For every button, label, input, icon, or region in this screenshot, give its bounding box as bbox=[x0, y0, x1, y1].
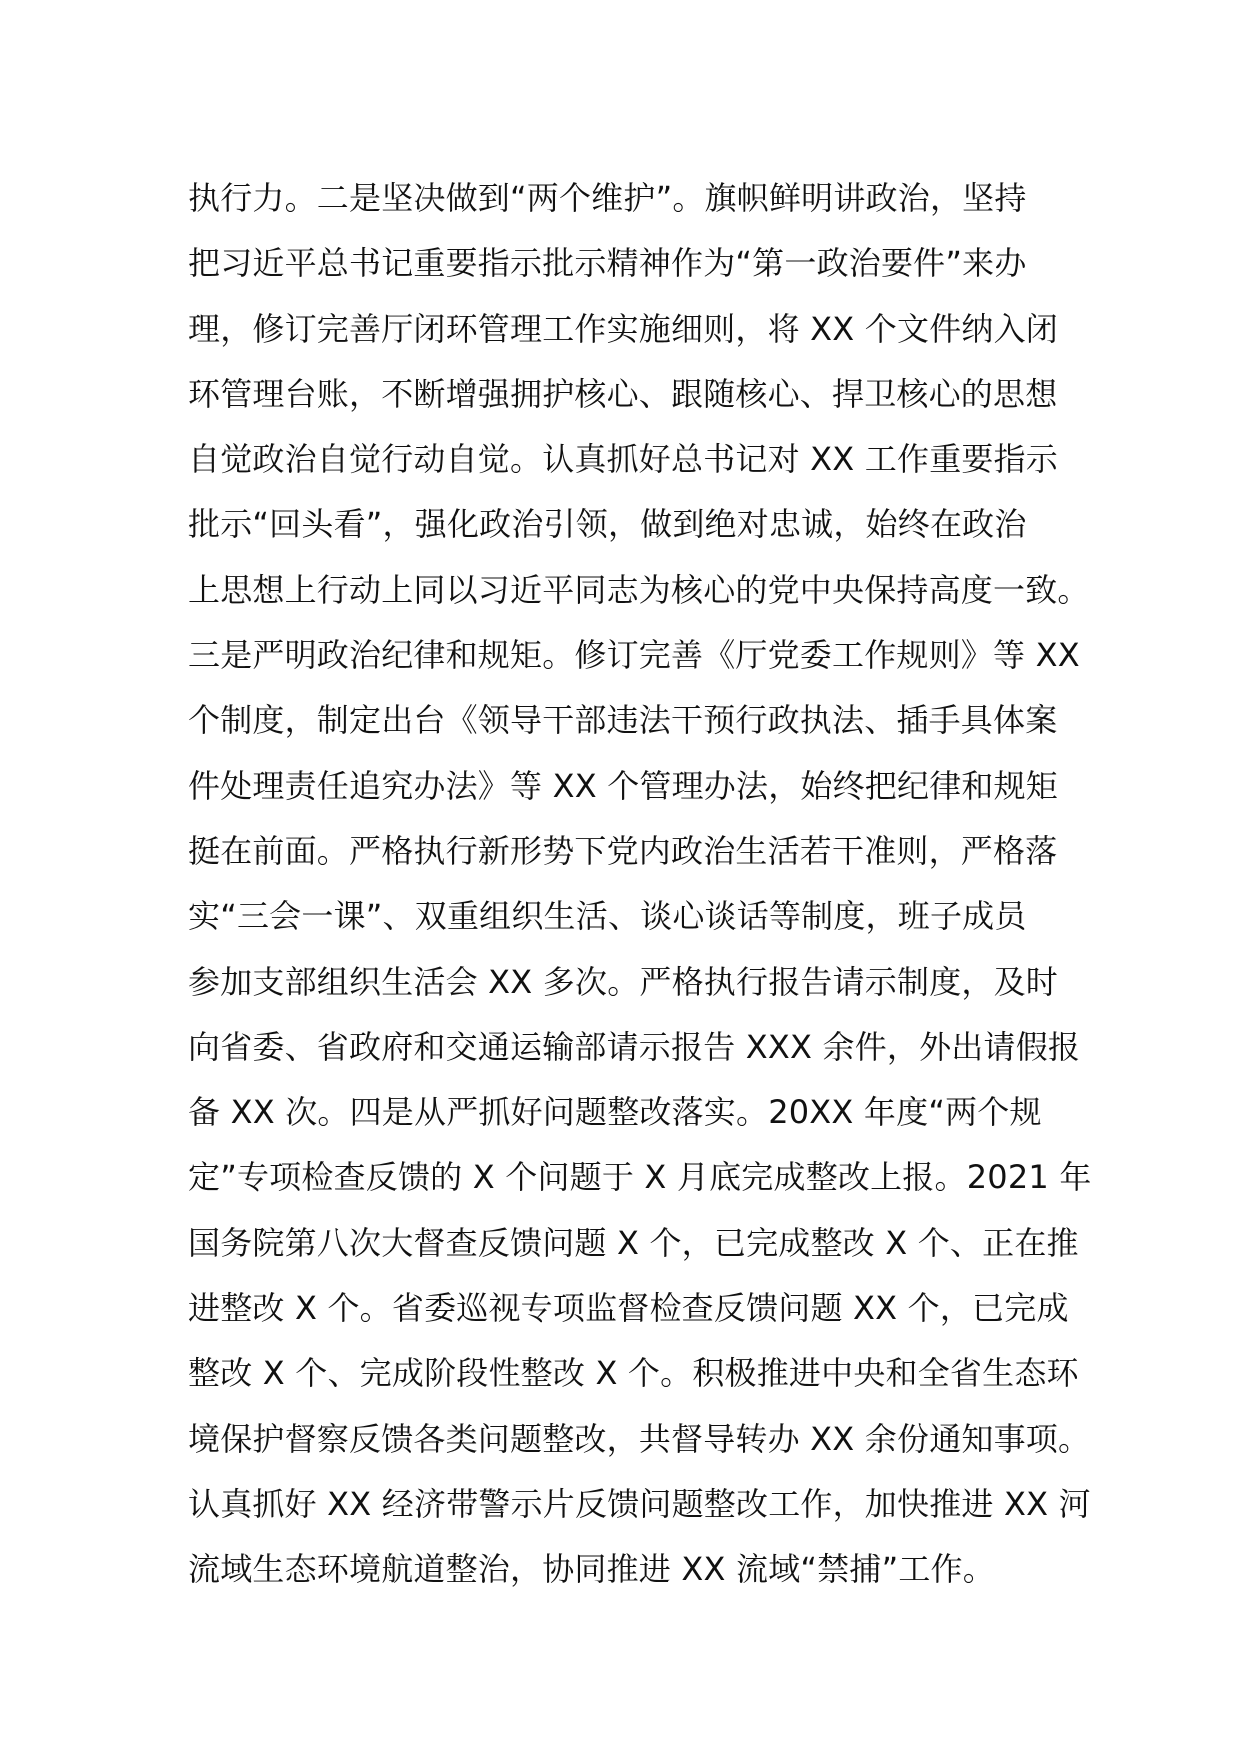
text-line-5: 自觉政治自觉行动自觉。认真抓好总书记对 XX 工作重要指示 bbox=[188, 440, 1058, 479]
text-line-7: 上思想上行动上同以习近平同志为核心的党中央保持高度一致。 bbox=[188, 570, 1090, 609]
text-line-6: 批示“回头看”，强化政治引领，做到绝对忠诚，始终在政治 bbox=[188, 505, 1027, 544]
text-line-16: 定”专项检查反馈的 X 个问题于 X 月底完成整改上报。2021 年 bbox=[188, 1158, 1092, 1197]
text-line-12: 实“三会一课”、双重组织生活、谈心谈话等制度，班子成员 bbox=[188, 897, 1027, 936]
text-line-17: 国务院第八次大督查反馈问题 X 个，已完成整改 X 个、正在推 bbox=[188, 1223, 1079, 1262]
text-line-14: 向省委、省政府和交通运输部请示报告 XXX 余件，外出请假报 bbox=[188, 1027, 1081, 1066]
text-line-10: 件处理责任追究办法》等 XX 个管理办法，始终把纪律和规矩 bbox=[188, 766, 1058, 805]
text-line-3: 理，修订完善厅闭环管理工作实施细则，将 XX 个文件纳入闭 bbox=[188, 309, 1058, 348]
text-line-13: 参加支部组织生活会 XX 多次。严格执行报告请示制度，及时 bbox=[188, 962, 1058, 1001]
text-line-21: 认真抓好 XX 经济带警示片反馈问题整改工作，加快推进 XX 河 bbox=[188, 1484, 1091, 1523]
text-line-2: 把习近平总书记重要指示批示精神作为“第一政治要件”来办 bbox=[188, 244, 1027, 283]
text-line-11: 挺在前面。严格执行新形势下党内政治生活若干准则，严格落 bbox=[188, 831, 1058, 870]
text-line-4: 环管理台账，不断增强拥护核心、跟随核心、捍卫核心的思想 bbox=[188, 374, 1058, 413]
text-line-8: 三是严明政治纪律和规矩。修订完善《厅党委工作规则》等 XX bbox=[188, 636, 1080, 675]
text-line-1: 执行力。二是坚决做到“两个维护”。旗帜鲜明讲政治，坚持 bbox=[188, 179, 1027, 217]
text-line-18: 进整改 X 个。省委巡视专项监督检查反馈问题 XX 个，已完成 bbox=[188, 1289, 1069, 1328]
text-line-20: 境保护督察反馈各类问题整改，共督导转办 XX 余份通知事项。 bbox=[188, 1419, 1091, 1458]
text-line-9: 个制度，制定出台《领导干部违法干预行政执法、插手具体案 bbox=[188, 701, 1058, 740]
text-line-15: 备 XX 次。四是从严抓好问题整改落实。20XX 年度“两个规 bbox=[188, 1093, 1042, 1132]
text-line-19: 整改 X 个、完成阶段性整改 X 个。积极推进中央和全省生态环 bbox=[188, 1354, 1079, 1393]
body-paragraph bbox=[188, 166, 1092, 1603]
text-line-22: 流域生态环境航道整治，协同推进 XX 流域“禁捕”工作。 bbox=[188, 1550, 995, 1589]
